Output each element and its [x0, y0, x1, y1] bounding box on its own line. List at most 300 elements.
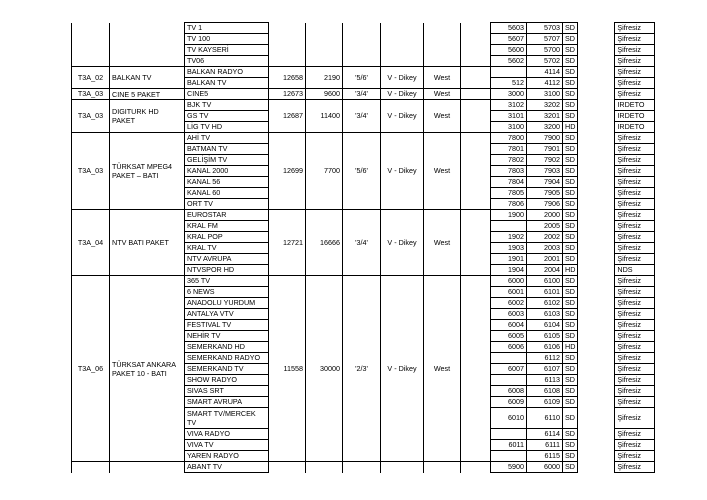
vpid-cell: 6109	[527, 397, 563, 408]
sid-cell: 6003	[491, 309, 527, 320]
resolution-cell: SD	[563, 111, 578, 122]
gap-cell	[578, 199, 615, 210]
encryption-cell: Şifresiz	[615, 133, 655, 144]
gap-cell	[578, 462, 615, 473]
table-row	[72, 462, 655, 473]
gap-cell	[578, 45, 615, 56]
encryption-cell: Şifresiz	[615, 221, 655, 232]
sid-cell: 1901	[491, 254, 527, 265]
encryption-cell: Şifresiz	[615, 210, 655, 221]
vpid-cell: 7901	[527, 144, 563, 155]
resolution-cell: SD	[563, 56, 578, 67]
package-cell: TÜRKSAT MPEG4 PAKET – BATI	[110, 133, 185, 210]
gap-cell	[578, 23, 615, 34]
sid-cell: 7802	[491, 155, 527, 166]
encryption-cell: Şifresiz	[615, 375, 655, 386]
vpid-cell: 6112	[527, 353, 563, 364]
spacer-cell	[461, 462, 491, 473]
resolution-cell: SD	[563, 78, 578, 89]
channel-name-cell: TV 1	[185, 23, 269, 34]
fec-cell: '5/6'	[343, 67, 381, 89]
gap-cell	[578, 111, 615, 122]
package-cell: BALKAN TV	[110, 67, 185, 89]
channel-name-cell: KANAL 56	[185, 177, 269, 188]
gap-cell	[578, 221, 615, 232]
vpid-cell: 2001	[527, 254, 563, 265]
table-row	[72, 67, 655, 78]
fec-cell: '3/4'	[343, 100, 381, 133]
encryption-cell: Şifresiz	[615, 155, 655, 166]
channel-name-cell: CINE5	[185, 89, 269, 100]
channel-name-cell: KANAL 2000	[185, 166, 269, 177]
resolution-cell: SD	[563, 276, 578, 287]
channel-name-cell: ORT TV	[185, 199, 269, 210]
channel-name-cell: SHOW RADYO	[185, 375, 269, 386]
encryption-cell: Şifresiz	[615, 287, 655, 298]
gap-cell	[578, 243, 615, 254]
resolution-cell: HD	[563, 342, 578, 353]
table-row	[72, 133, 655, 144]
spacer-cell	[461, 89, 491, 100]
encryption-cell: Şifresiz	[615, 440, 655, 451]
sid-cell	[491, 353, 527, 364]
sid-cell: 5603	[491, 23, 527, 34]
vpid-cell: 6000	[527, 462, 563, 473]
channel-name-cell: NEHİR TV	[185, 331, 269, 342]
direction-cell: West	[424, 89, 461, 100]
gap-cell	[578, 386, 615, 397]
channel-name-cell: LİG TV HD	[185, 122, 269, 133]
resolution-cell: SD	[563, 353, 578, 364]
gap-cell	[578, 265, 615, 276]
resolution-cell: SD	[563, 177, 578, 188]
vpid-cell: 6115	[527, 451, 563, 462]
resolution-cell: SD	[563, 67, 578, 78]
encryption-cell: IRDETO	[615, 100, 655, 111]
resolution-cell: SD	[563, 243, 578, 254]
resolution-cell: SD	[563, 133, 578, 144]
channel-name-cell: NTV AVRUPA	[185, 254, 269, 265]
gap-cell	[578, 309, 615, 320]
sid-cell: 5900	[491, 462, 527, 473]
gap-cell	[578, 155, 615, 166]
vpid-cell: 6102	[527, 298, 563, 309]
vpid-cell: 5700	[527, 45, 563, 56]
symbol-rate-cell	[306, 23, 343, 67]
encryption-cell: Şifresiz	[615, 331, 655, 342]
vpid-cell: 4112	[527, 78, 563, 89]
gap-cell	[578, 89, 615, 100]
gap-cell	[578, 440, 615, 451]
resolution-cell: SD	[563, 100, 578, 111]
channel-name-cell: AHİ TV	[185, 133, 269, 144]
resolution-cell: SD	[563, 210, 578, 221]
sid-cell: 3102	[491, 100, 527, 111]
vpid-cell: 3100	[527, 89, 563, 100]
vpid-cell: 6110	[527, 408, 563, 429]
fec-cell: '3/4'	[343, 210, 381, 276]
encryption-cell: Şifresiz	[615, 429, 655, 440]
package-cell	[110, 462, 185, 473]
channel-name-cell: GS TV	[185, 111, 269, 122]
sid-cell: 6010	[491, 408, 527, 429]
encryption-cell: Şifresiz	[615, 177, 655, 188]
vpid-cell: 6103	[527, 309, 563, 320]
channel-name-cell: 6 NEWS	[185, 287, 269, 298]
gap-cell	[578, 133, 615, 144]
frequency-cell: 11558	[269, 276, 306, 462]
encryption-cell: Şifresiz	[615, 144, 655, 155]
encryption-cell: Şifresiz	[615, 23, 655, 34]
frequency-cell: 12658	[269, 67, 306, 89]
channel-name-cell: GELİŞİM TV	[185, 155, 269, 166]
polarization-cell: V - Dikey	[381, 100, 424, 133]
encryption-cell: Şifresiz	[615, 78, 655, 89]
channel-name-cell: KANAL 60	[185, 188, 269, 199]
sid-cell: 6005	[491, 331, 527, 342]
code-cell: T3A_04	[72, 210, 110, 276]
sid-cell: 3100	[491, 122, 527, 133]
polarization-cell	[381, 23, 424, 67]
channel-name-cell: TV KAYSERİ	[185, 45, 269, 56]
sid-cell: 1904	[491, 265, 527, 276]
vpid-cell: 7900	[527, 133, 563, 144]
resolution-cell: SD	[563, 309, 578, 320]
resolution-cell: SD	[563, 375, 578, 386]
polarization-cell: V - Dikey	[381, 210, 424, 276]
vpid-cell: 2000	[527, 210, 563, 221]
encryption-cell: Şifresiz	[615, 254, 655, 265]
encryption-cell: IRDETO	[615, 122, 655, 133]
vpid-cell: 6108	[527, 386, 563, 397]
channel-name-cell: FESTIVAL TV	[185, 320, 269, 331]
gap-cell	[578, 177, 615, 188]
encryption-cell: Şifresiz	[615, 232, 655, 243]
vpid-cell: 6105	[527, 331, 563, 342]
fec-cell: '2/3'	[343, 276, 381, 462]
encryption-cell: Şifresiz	[615, 309, 655, 320]
gap-cell	[578, 375, 615, 386]
vpid-cell: 7906	[527, 199, 563, 210]
resolution-cell: SD	[563, 155, 578, 166]
spacer-cell	[461, 210, 491, 276]
channel-name-cell: BALKAN TV	[185, 78, 269, 89]
symbol-rate-cell: 11400	[306, 100, 343, 133]
spacer-cell	[461, 67, 491, 89]
resolution-cell: SD	[563, 89, 578, 100]
channel-name-cell: YAREN RADYO	[185, 451, 269, 462]
symbol-rate-cell	[306, 462, 343, 473]
package-cell: DIGITURK HD PAKET	[110, 100, 185, 133]
channel-name-cell: VIVA RADYO	[185, 429, 269, 440]
sid-cell	[491, 221, 527, 232]
encryption-cell: Şifresiz	[615, 276, 655, 287]
encryption-cell: Şifresiz	[615, 67, 655, 78]
gap-cell	[578, 429, 615, 440]
sid-cell: 6002	[491, 298, 527, 309]
sid-cell: 6011	[491, 440, 527, 451]
frequency-cell: 12699	[269, 133, 306, 210]
sid-cell	[491, 451, 527, 462]
gap-cell	[578, 100, 615, 111]
vpid-cell: 5702	[527, 56, 563, 67]
sid-cell: 6006	[491, 342, 527, 353]
sid-cell: 5602	[491, 56, 527, 67]
encryption-cell: Şifresiz	[615, 34, 655, 45]
vpid-cell: 6104	[527, 320, 563, 331]
vpid-cell: 5703	[527, 23, 563, 34]
gap-cell	[578, 342, 615, 353]
gap-cell	[578, 78, 615, 89]
gap-cell	[578, 34, 615, 45]
channel-table	[71, 22, 655, 473]
resolution-cell: SD	[563, 331, 578, 342]
resolution-cell: SD	[563, 364, 578, 375]
channel-name-cell: SEMERKAND RADYO	[185, 353, 269, 364]
polarization-cell: V - Dikey	[381, 276, 424, 462]
package-cell	[110, 23, 185, 67]
fec-cell	[343, 23, 381, 67]
polarization-cell: V - Dikey	[381, 89, 424, 100]
resolution-cell: SD	[563, 34, 578, 45]
encryption-cell: Şifresiz	[615, 166, 655, 177]
polarization-cell: V - Dikey	[381, 133, 424, 210]
channel-name-cell: KRAL FM	[185, 221, 269, 232]
encryption-cell: Şifresiz	[615, 188, 655, 199]
symbol-rate-cell: 16666	[306, 210, 343, 276]
resolution-cell: SD	[563, 298, 578, 309]
sid-cell: 7805	[491, 188, 527, 199]
symbol-rate-cell: 30000	[306, 276, 343, 462]
spacer-cell	[461, 100, 491, 133]
vpid-cell: 2005	[527, 221, 563, 232]
resolution-cell: SD	[563, 188, 578, 199]
code-cell: T3A_03	[72, 89, 110, 100]
encryption-cell: Şifresiz	[615, 397, 655, 408]
direction-cell: West	[424, 133, 461, 210]
gap-cell	[578, 56, 615, 67]
channel-name-cell: VIVA TV	[185, 440, 269, 451]
vpid-cell: 6106	[527, 342, 563, 353]
code-cell: T3A_06	[72, 276, 110, 462]
gap-cell	[578, 364, 615, 375]
vpid-cell: 7902	[527, 155, 563, 166]
sid-cell: 3000	[491, 89, 527, 100]
gap-cell	[578, 408, 615, 429]
table-row	[72, 23, 655, 34]
gap-cell	[578, 232, 615, 243]
sid-cell: 6008	[491, 386, 527, 397]
transponder-sheet	[71, 22, 655, 473]
encryption-cell: IRDETO	[615, 111, 655, 122]
gap-cell	[578, 320, 615, 331]
gap-cell	[578, 67, 615, 78]
resolution-cell: SD	[563, 386, 578, 397]
gap-cell	[578, 287, 615, 298]
vpid-cell: 7904	[527, 177, 563, 188]
vpid-cell: 6107	[527, 364, 563, 375]
channel-name-cell: TV06	[185, 56, 269, 67]
channel-name-cell: ANADOLU YURDUM	[185, 298, 269, 309]
code-cell: T3A_02	[72, 67, 110, 89]
table-row	[72, 100, 655, 111]
code-cell	[72, 23, 110, 67]
symbol-rate-cell: 7700	[306, 133, 343, 210]
sid-cell: 3101	[491, 111, 527, 122]
channel-name-cell: ABANT TV	[185, 462, 269, 473]
gap-cell	[578, 353, 615, 364]
channel-name-cell: BJK TV	[185, 100, 269, 111]
encryption-cell: Şifresiz	[615, 45, 655, 56]
channel-name-cell: SIVAS SRT	[185, 386, 269, 397]
polarization-cell: V - Dikey	[381, 67, 424, 89]
resolution-cell: SD	[563, 440, 578, 451]
sid-cell: 7800	[491, 133, 527, 144]
table-row	[72, 210, 655, 221]
encryption-cell: Şifresiz	[615, 386, 655, 397]
sid-cell: 6004	[491, 320, 527, 331]
symbol-rate-cell: 9600	[306, 89, 343, 100]
direction-cell: West	[424, 100, 461, 133]
resolution-cell: SD	[563, 429, 578, 440]
spacer-cell	[461, 23, 491, 67]
channel-name-cell: NTVSPOR HD	[185, 265, 269, 276]
frequency-cell	[269, 23, 306, 67]
encryption-cell: Şifresiz	[615, 320, 655, 331]
symbol-rate-cell: 2190	[306, 67, 343, 89]
sid-cell: 6000	[491, 276, 527, 287]
channel-name-cell: TV 100	[185, 34, 269, 45]
resolution-cell: SD	[563, 408, 578, 429]
vpid-cell: 5707	[527, 34, 563, 45]
frequency-cell: 12721	[269, 210, 306, 276]
table-row	[72, 276, 655, 287]
channel-name-cell: 365 TV	[185, 276, 269, 287]
encryption-cell: Şifresiz	[615, 243, 655, 254]
sid-cell: 6009	[491, 397, 527, 408]
polarization-cell	[381, 462, 424, 473]
gap-cell	[578, 331, 615, 342]
gap-cell	[578, 210, 615, 221]
gap-cell	[578, 276, 615, 287]
fec-cell: '3/4'	[343, 89, 381, 100]
sid-cell: 7803	[491, 166, 527, 177]
encryption-cell: Şifresiz	[615, 408, 655, 429]
package-cell: NTV BATI PAKET	[110, 210, 185, 276]
spacer-cell	[461, 133, 491, 210]
frequency-cell: 12687	[269, 100, 306, 133]
sid-cell: 1902	[491, 232, 527, 243]
encryption-cell: Şifresiz	[615, 56, 655, 67]
frequency-cell	[269, 462, 306, 473]
resolution-cell: SD	[563, 254, 578, 265]
resolution-cell: SD	[563, 199, 578, 210]
encryption-cell: Şifresiz	[615, 364, 655, 375]
resolution-cell: SD	[563, 287, 578, 298]
direction-cell: West	[424, 67, 461, 89]
table-row	[72, 89, 655, 100]
encryption-cell: Şifresiz	[615, 199, 655, 210]
channel-name-cell: ANTALYA VTV	[185, 309, 269, 320]
spacer-cell	[461, 276, 491, 462]
encryption-cell: Şifresiz	[615, 298, 655, 309]
resolution-cell: SD	[563, 166, 578, 177]
encryption-cell: NDS	[615, 265, 655, 276]
resolution-cell: SD	[563, 23, 578, 34]
package-cell: CINE 5 PAKET	[110, 89, 185, 100]
vpid-cell: 3201	[527, 111, 563, 122]
channel-name-cell: KRAL TV	[185, 243, 269, 254]
fec-cell	[343, 462, 381, 473]
gap-cell	[578, 188, 615, 199]
sid-cell: 7806	[491, 199, 527, 210]
gap-cell	[578, 254, 615, 265]
sid-cell: 6001	[491, 287, 527, 298]
channel-name-cell: KRAL POP	[185, 232, 269, 243]
sid-cell: 7801	[491, 144, 527, 155]
vpid-cell: 7905	[527, 188, 563, 199]
vpid-cell: 2002	[527, 232, 563, 243]
gap-cell	[578, 122, 615, 133]
sid-cell: 7804	[491, 177, 527, 188]
vpid-cell: 3202	[527, 100, 563, 111]
gap-cell	[578, 166, 615, 177]
channel-name-cell: SMART AVRUPA	[185, 397, 269, 408]
resolution-cell: HD	[563, 122, 578, 133]
gap-cell	[578, 397, 615, 408]
vpid-cell: 4114	[527, 67, 563, 78]
channel-name-cell: BATMAN TV	[185, 144, 269, 155]
vpid-cell: 2004	[527, 265, 563, 276]
frequency-cell: 12673	[269, 89, 306, 100]
fec-cell: '5/6'	[343, 133, 381, 210]
encryption-cell: Şifresiz	[615, 342, 655, 353]
vpid-cell: 6100	[527, 276, 563, 287]
vpid-cell: 6111	[527, 440, 563, 451]
encryption-cell: Şifresiz	[615, 89, 655, 100]
sid-cell: 1900	[491, 210, 527, 221]
resolution-cell: SD	[563, 320, 578, 331]
channel-name-cell: EUROSTAR	[185, 210, 269, 221]
direction-cell	[424, 23, 461, 67]
sid-cell: 6007	[491, 364, 527, 375]
code-cell: T3A_03	[72, 100, 110, 133]
vpid-cell: 6101	[527, 287, 563, 298]
resolution-cell: SD	[563, 45, 578, 56]
resolution-cell: SD	[563, 397, 578, 408]
sid-cell: 5600	[491, 45, 527, 56]
channel-name-cell: SEMERKAND HD	[185, 342, 269, 353]
resolution-cell: SD	[563, 221, 578, 232]
sid-cell	[491, 429, 527, 440]
package-cell: TÜRKSAT ANKARA PAKET 10 - BATI	[110, 276, 185, 462]
direction-cell	[424, 462, 461, 473]
sid-cell: 5607	[491, 34, 527, 45]
channel-name-cell: SMART TV/MERCEK TV	[185, 408, 269, 429]
sid-cell: 1903	[491, 243, 527, 254]
gap-cell	[578, 144, 615, 155]
sid-cell	[491, 67, 527, 78]
encryption-cell: Şifresiz	[615, 451, 655, 462]
resolution-cell: SD	[563, 144, 578, 155]
channel-name-cell: BALKAN RADYO	[185, 67, 269, 78]
resolution-cell: HD	[563, 265, 578, 276]
channel-name-cell: SEMERKAND TV	[185, 364, 269, 375]
vpid-cell: 3200	[527, 122, 563, 133]
vpid-cell: 6113	[527, 375, 563, 386]
direction-cell: West	[424, 276, 461, 462]
vpid-cell: 2003	[527, 243, 563, 254]
